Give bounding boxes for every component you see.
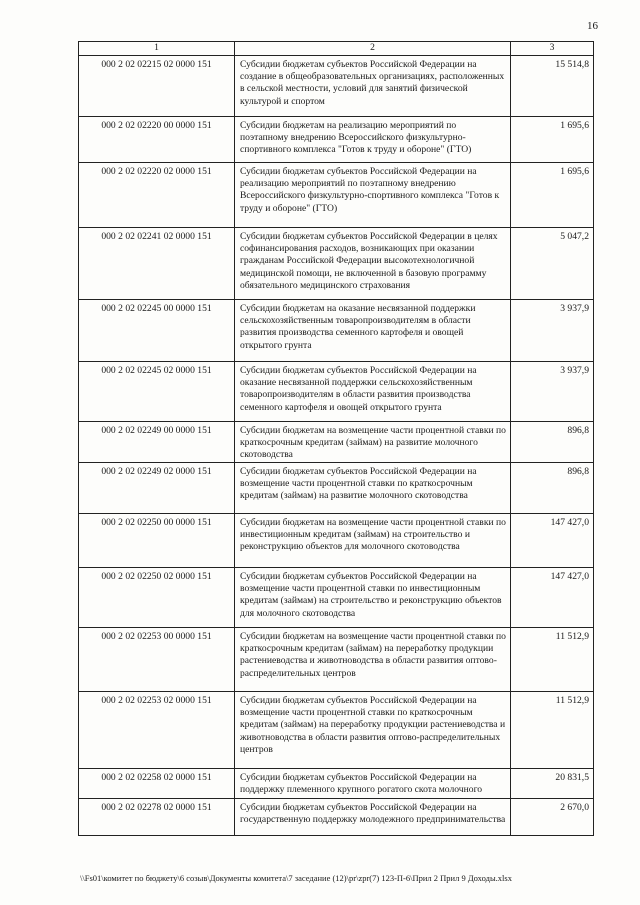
description-cell [235,422,511,463]
description-cell [235,799,511,836]
amount-cell: 3 937,9 [511,362,594,422]
amount-cell: 20 831,5 [511,769,594,799]
amount-cell: 2 670,0 [511,799,594,836]
table-row [79,422,594,463]
table-row [79,228,594,300]
budget-code-cell: 000 2 02 02245 02 0000 151 [79,362,235,422]
amount-cell: 11 512,9 [511,628,594,692]
table-row [79,300,594,362]
budget-code-cell: 000 2 02 02249 00 0000 151 [79,422,235,463]
budget-code-cell: 000 2 02 02250 00 0000 151 [79,514,235,568]
page-number: 16 [587,20,598,32]
description-text: Субсидии бюджетам субъектов Российской Федерации на поддержку племенного крупного рогатого скота молочного [240,772,483,796]
budget-code-cell: 000 2 02 02220 00 0000 151 [79,117,235,163]
header-col-description: 2 [235,42,511,56]
description-text: Субсидии бюджетам на оказание несвязанной поддержки сельскохозяйственным товаропроизводителям в области развития производства семенного картофеля и овощей открытого грунта [240,303,476,351]
description-text: Субсидии бюджетам на реализацию мероприятий по поэтапному внедрению Всероссийского физкультурно-спортивного комплекса "Готов к труду и обороне" (ГТО) [240,120,472,156]
amount-cell: 15 514,8 [511,56,594,117]
table-row [79,628,594,692]
budget-code-cell: 000 2 02 02241 02 0000 151 [79,228,235,300]
header-col-code: 1 [79,42,235,56]
budget-code-cell: 000 2 02 02245 00 0000 151 [79,300,235,362]
amount-cell: 3 937,9 [511,300,594,362]
table-row [79,568,594,628]
description-text: Субсидии бюджетам субъектов Российской Федерации на реализацию мероприятий по поэтапному внедрению Всероссийского физкультурно-спортивного комплекса "Готов к труду и обороне" (ГТО) [240,166,500,214]
description-text: Субсидии бюджетам на возмещение части процентной ставки по краткосрочным кредитам (займам) на развитие молочного скотоводства [240,425,506,461]
description-cell [235,56,511,117]
table-row [79,163,594,228]
amount-cell: 1 695,6 [511,117,594,163]
description-text: Субсидии бюджетам субъектов Российской Федерации на возмещение части процентной ставки по краткосрочным кредитам (займам) на переработку продукции растениеводства и животноводства в области развития оптово-распределительных центров [240,695,506,755]
budget-code-cell: 000 2 02 02249 02 0000 151 [79,463,235,514]
description-text: Субсидии бюджетам на возмещение части процентной ставки по краткосрочным кредитам (займам) на переработку продукции растениеводства и животноводства в области развития оптово-распределительных центров [240,631,506,679]
description-cell [235,163,511,228]
description-text: Субсидии бюджетам субъектов Российской Федерации в целях софинансирования расходов, возникающих при оказании гражданам Российской Федерации высокотехнологичной медицинской помощи, не включенной в базовую программу обязательного медицинского страхования [240,231,498,291]
header-col-amount: 3 [511,42,594,56]
table-header-row [79,42,594,56]
description-cell [235,463,511,514]
amount-cell: 11 512,9 [511,692,594,769]
budget-code-cell: 000 2 02 02215 02 0000 151 [79,56,235,117]
description-text: Субсидии бюджетам субъектов Российской Федерации на государственную поддержку молодежного предпринимательства [240,802,506,826]
table-row [79,117,594,163]
amount-cell: 147 427,0 [511,568,594,628]
budget-code-cell: 000 2 02 02250 02 0000 151 [79,568,235,628]
description-cell [235,117,511,163]
amount-cell: 147 427,0 [511,514,594,568]
budget-code-cell: 000 2 02 02278 02 0000 151 [79,799,235,836]
description-cell [235,692,511,769]
table-row [79,362,594,422]
description-cell [235,514,511,568]
amount-cell: 5 047,2 [511,228,594,300]
amount-cell: 1 695,6 [511,163,594,228]
amount-cell: 896,8 [511,463,594,514]
description-cell [235,769,511,799]
description-cell [235,228,511,300]
description-text: Субсидии бюджетам субъектов Российской Федерации на возмещение части процентной ставки по инвестиционным кредитам (займам) на строительство и реконструкцию объектов для молочного скотоводства [240,571,502,619]
description-text: Субсидии бюджетам субъектов Российской Федерации на возмещение части процентной ставки по краткосрочным кредитам (займам) на развитие молочного скотоводства [240,466,477,502]
description-cell [235,362,511,422]
amount-cell: 896,8 [511,422,594,463]
budget-code-cell: 000 2 02 02220 02 0000 151 [79,163,235,228]
table-row [79,692,594,769]
description-cell [235,628,511,692]
table-row [79,514,594,568]
description-text: Субсидии бюджетам субъектов Российской Федерации на создание в общеобразовательных организациях, расположенных в сельской местности, условий для занятий физической культурой и спортом [240,59,505,107]
description-cell [235,300,511,362]
revenue-table [78,41,594,836]
budget-code-cell: 000 2 02 02253 02 0000 151 [79,692,235,769]
description-text: Субсидии бюджетам субъектов Российской Федерации на оказание несвязанной поддержки сельскохозяйственным товаропроизводителям в области развития производства семенного картофеля и овощей открытого грунта [240,365,477,413]
file-path-footer: \\Fs01\комитет по бюджету\6 созыв\Документы комитета\7 заседание (12)\pr\zpr(7) 123-П-6\Прил 2 Прил 9 Доходы.xlsx [80,873,512,883]
table-row [79,56,594,117]
budget-code-cell: 000 2 02 02253 00 0000 151 [79,628,235,692]
budget-code-cell: 000 2 02 02258 02 0000 151 [79,769,235,799]
table-row [79,799,594,836]
description-cell [235,568,511,628]
table-row [79,769,594,799]
description-text: Субсидии бюджетам на возмещение части процентной ставки по инвестиционным кредитам (займам) на строительство и реконструкцию объектов для молочного скотоводства [240,517,506,553]
table-row [79,463,594,514]
